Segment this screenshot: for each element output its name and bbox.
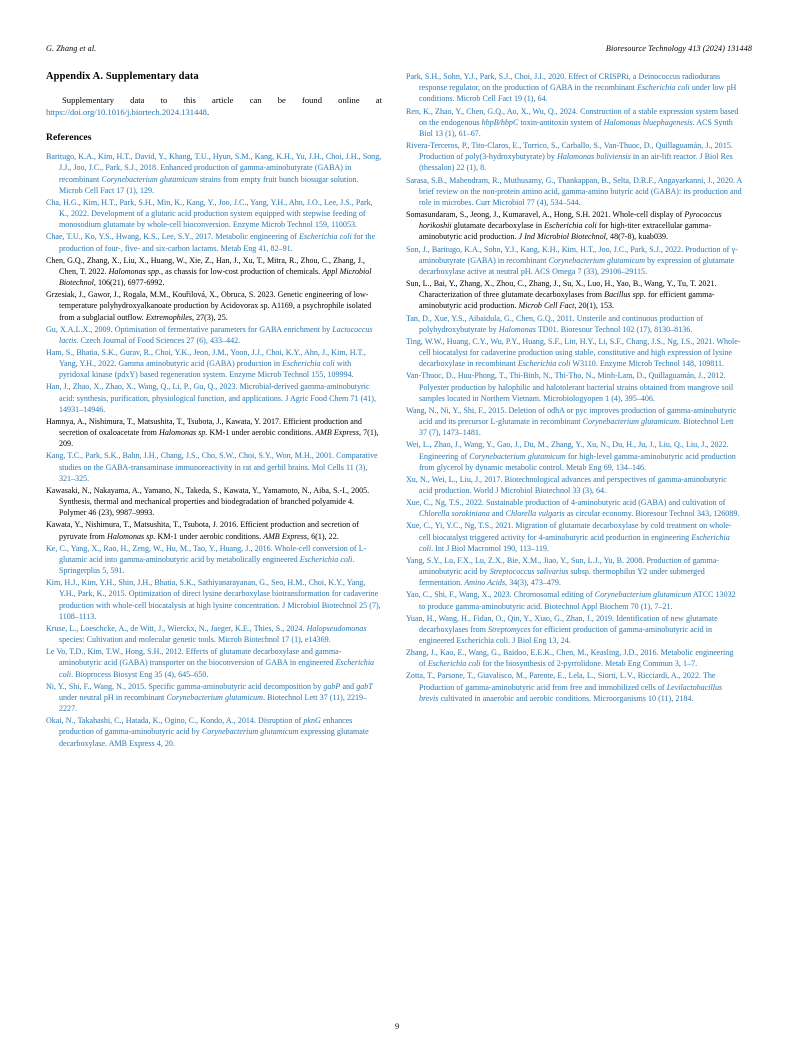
reference-entry: Grzesiak, J., Gawor, J., Rogala, M.M., Kouřilová, X., Obruca, S. 2023. Genetic engineering of low-temperature polyhydroxyalkanoate production by Acidovorax sp. A1169, a psychrophile isolated from a subglacial outflow. Extremophiles, 27(3), 25. (46, 290, 372, 322)
reference-entry[interactable]: Xu, N., Wei, L., Liu, J., 2017. Biotechnological advances and perspectives of gamma-aminobutyric acid production. World J Microbiol Biotechnol 33 (3), 64. (406, 474, 727, 495)
reference-entry[interactable]: Xue, C., Ng, T.S., 2022. Sustainable production of 4-aminobutyric acid (GABA) and cultivation of Chlorella sorokiniana and Chlorella vulgaris as circular economy. Bioresour Technol 343, 126089. (406, 498, 740, 519)
running-head-journal: Bioresource Technology 413 (2024) 131448 (605, 44, 752, 53)
reference-entry[interactable]: Ren, K., Zhao, Y., Chen, G.Q., Ao, X., Wu, Q., 2024. Construction of a stable expression system based on the endogenous hbpB/hbpC toxin-antitoxin system of Halomonas bluephagenesis. ACS Synth Biol 13 (1), 61–67. (406, 106, 739, 138)
reference-list-right (406, 71, 742, 704)
reference-entry: Somasundaram, S., Jeong, J., Kumaravel, A., Hong, S.H. 2021. Whole-cell display of Pyrococcus horikoshii glutamate decarboxylase in Escherichia coli for high-titer extracellular gamma-aminobutyric acid production. J Ind Microbiol Biotechnol, 48(7-8), kuab039. (406, 210, 722, 242)
reference-entry[interactable]: Kim, H.J., Kim, Y.H., Shin, J.H., Bhatia, S.K., Sathiyanarayanan, G., Seo, H.M., Choi, K.Y., Yang, Y.H., Park, K., 2015. Optimization of direct lysine decarboxylase biotransformation for cadaverine production with whole-cell biocatalysis at high lysine concentration. J Microbiol Biotechnol 25 (7), 1108–1113. (46, 578, 381, 621)
page-number: 9 (394, 1022, 400, 1031)
reference-entry[interactable]: Kruse, L., Loeschcke, A., de Witt, J., Wierckx, N., Jaeger, K.E., Thies, S., 2024. Halopseudomonas species: Cultivation and molecular genetic tools. Microb Biotechnol 17 (1), e14369. (46, 623, 367, 645)
reference-entry[interactable]: Zhang, J., Kao, E., Wang, G., Baidoo, E.E.K., Chen, M., Keasling, J.D., 2016. Metabolic engineering of Escherichia coli for the biosynthesis of 2-pyrrolidone. Metab Eng Commun 3, 1–7. (406, 648, 734, 669)
reference-entry[interactable]: Yuan, H., Wang, H., Fidan, O., Qin, Y., Xiao, G., Zhan, J., 2019. Identification of new glutamate decarboxylases from Streptomyces for efficient production of gamma-aminobutyric acid in engineered Escherichia coli. J Biol Eng 13, 24. (406, 613, 718, 646)
reference-entry[interactable]: Wang, N., Ni, Y., Shi, F., 2015. Deletion of odhA or pyc improves production of gamma-aminobutyric acid and its precursor L-glutamate in recombinant Corynebacterium glutamicum. Biotechnol Lett 37 (7), 1473–1481. (406, 405, 737, 438)
reference-entry[interactable]: Gu, X.A.L.X., 2009. Optimisation of fermentative parameters for GABA enrichment by Lactococcus lactis. Czech Journal of Food Sciences 27 (6), 433–442. (46, 324, 373, 345)
running-head-authors: G. Zhang et al. (46, 44, 97, 53)
right-column (406, 71, 742, 705)
reference-entry[interactable]: Ke, C., Yang, X., Rao, H., Zeng, W., Hu, M., Tao, Y., Huang, J., 2016. Whole-cell conversion of L-glutamic acid into gamma-aminobutyric acid by metabolically engineered Escherichia coli. Springerplus 5, 591. (46, 543, 367, 576)
reference-entry[interactable]: Wei, L., Zhao, J., Wang, Y., Gao, J., Du, M., Zhang, Y., Xu, N., Du, H., Ju, J., Liu, Q., Liu, J., 2022. Engineering of Corynebacterium glutamicum for high-level gamma-aminobutyric acid production from glycerol by dynamic metabolic control. Metab Eng 69, 134–146. (406, 440, 736, 472)
appendix-heading: Appendix A. Supplementary data (46, 71, 199, 82)
reference-entry[interactable]: Xue, C., Yi, Y.C., Ng, T.S., 2021. Migration of glutamate decarboxylase by cold treatment on whole-cell biocatalyst triggered activity for 4-aminobutyric acid production in engineering Escherichia coli. Int J Biol Macromol 190, 113–119. (406, 521, 732, 553)
reference-entry: Sun, L., Bai, Y., Zhang, X., Zhou, C., Zhang, J., Su, X., Luo, H., Yao, B., Wang, Y., Tu, T. 2021. Characterization of three glutamate decarboxylases from Bacillus spp. for efficient gamma-aminobutyric acid production. Microb Cell Fact, 20(1), 153. (406, 279, 717, 311)
supplementary-doi-link[interactable]: https://doi.org/10.1016/j.biortech.2024.131448 (46, 106, 207, 117)
references-heading: References (46, 132, 92, 144)
running-head (46, 44, 752, 55)
reference-entry[interactable]: Baritugo, K.A., Kim, H.T., David, Y., Khang, T.U., Hyun, S.M., Kang, K.H., Yu, J.H., Choi, J.H., Song, J.J., Joo, J.C., Park, S.J., 2018. Enhanced production of gamma-aminobutyrate (GABA) in recombinant Corynebacterium glutamicum strains from empty fruit bunch biosugar solution. Microb Cell Fact 17 (1), 129. (46, 152, 382, 195)
reference-entry[interactable]: Ham, S., Bhatia, S.K., Gurav, R., Choi, Y.K., Jeon, J.M., Yoon, J.J., Choi, K.Y., Ahn, J., Kim, H.T., Yang, Y.H., 2022. Gamma aminobutyric acid (GABA) production in Escherichia coli with pyridoxal kinase (pdxY) based regeneration system. Enzyme Microb Technol 155, 109994. (46, 347, 366, 380)
reference-entry[interactable]: Kang, T.C., Park, S.K., Bahn, J.H., Chang, J.S., Cho, S.W., Choi, S.Y., Won, M.H., 2001. Comparative studies on the GABA-transaminase immunoreactivity in rat and gerbil brains. Mol Cells 11 (3), 321–325. (46, 451, 378, 483)
reference-entry[interactable]: Son, J., Baritugo, K.A., Sohn, Y.J., Kang, K.H., Kim, H.T., Joo, J.C., Park, S.J., 2022. Production of γ-aminobutyrate (GABA) in recombinant Corynebacterium glutamicum by expression of glutamate decarboxylase active at neutral pH. ACS Omega 7 (33), 29106–29115. (406, 244, 738, 276)
reference-entry: Chen, G.Q., Zhang, X., Liu, X., Huang, W., Xie, Z., Han, J., Xu, T., Mitra, R., Zhou, C., Zhang, J., Chen, T. 2022. Halomonas spp., as chassis for low-cost production of chemicals. Appl Microbiol Biotechnol, 106(21), 6977-6992. (46, 255, 372, 288)
reference-entry[interactable]: Okai, N., Takahashi, C., Hatada, K., Ogino, C., Kondo, A., 2014. Disruption of pknG enhances production of gamma-aminobutyric acid by Corynebacterium glutamicum expressing glutamate decarboxylase. AMB Express 4, 20. (46, 716, 369, 748)
appendix-paragraph-suffix: . (206, 106, 210, 117)
appendix-paragraph-prefix: Supplementary data to this article can be found online at (62, 95, 382, 105)
reference-entry[interactable]: Van-Thuoc, D., Huu-Phong, T., Thi-Binh, N., Thi-Tho, N., Minh-Lam, D., Quillaguamán, J., 2012. Polyester production by halophilic and halotolerant bacterial strains obtained from mangrove soil samples located in Northern Vietnam. Microbiologyopen 1 (4), 395–406. (406, 371, 734, 403)
reference-entry[interactable]: Rivera-Terceros, P., Tito-Claros, E., Torrico, S., Carballo, S., Van-Thuoc, D., Quillaguamán, J., 2015. Production of poly(3-hydroxybutyrate) by Halomonas boliviensis in an air-lift reactor. J Biol Res (thessalon) 22 (1), 8. (406, 141, 733, 173)
reference-entry[interactable]: Zotta, T., Parsone, T., Giavalisco, M., Parente, E., Lela, L., Siorti, L.V., Ricciardi, A., 2022. The Production of gamma-aminobutyric acid from free and immobilized cells of Levilactobacillus brevis cultivated in anaerobic and aerobic conditions. Microorganisms 10 (11), 2184. (406, 671, 723, 703)
reference-entry[interactable]: Cha, H.G., Kim, H.T., Park, S.H., Min, K., Kang, Y., Joo, J.C., Yang, Y.H., Ahn, J.O., Lee, J.S., Park, K., 2022. Development of a glutaric acid production system equipped with stepwise feeding of monosodium glutamate by whole-cell bioconversion. Enzyme Microb Technol 159, 110053. (46, 197, 373, 230)
reference-entry: Kawasaki, N., Nakayama, A., Yamano, N., Takeda, S., Kawata, Y., Yamamoto, N., Aiba, S.-I., 2005. Synthesis, thermal and mechanical properties and biodegradation of branched polyamide 4. Polymer 46 (23), 9987–9993. (46, 485, 370, 518)
reference-entry[interactable]: Sarasa, S.B., Mahendram, R., Muthusamy, G., Thankappan, B., Selta, D.R.F., Angayarkanni, J., 2020. A brief review on the non-protein amino acid, gamma-amino butyric acid (GABA): its production and role in microbes. Curr Microbiol 77 (4), 534–544. (406, 175, 742, 207)
reference-entry[interactable]: Yao, C., Shi, F., Wang, X., 2023. Chromosomal editing of Corynebacterium glutamicum ATCC 13032 to produce gamma-aminobutyric acid. Biotechnol Appl Biochem 70 (1), 7–21. (406, 590, 736, 611)
two-column-body (46, 71, 752, 750)
reference-entry[interactable]: Park, S.H., Sohn, Y.J., Park, S.J., Choi, J.I., 2020. Effect of CRISPRi, a Deinococcus radiodurans response regulator, on the production of GABA in the recombinant Escherichia coli under low pH conditions. Microb Cell Fact 19 (1), 64. (406, 72, 737, 104)
reference-entry[interactable]: Ni, Y., Shi, F., Wang, N., 2015. Specific gamma-aminobutyric acid decomposition by gabP and gabT under neutral pH in recombinant Corynebacterium glutamicum. Biotechnol Lett 37 (11), 2219–2227. (46, 681, 373, 714)
reference-list-left (46, 151, 382, 749)
reference-entry[interactable]: Le Vo, T.D., Kim, T.W., Hong, S.H., 2012. Effects of glutamate decarboxylase and gamma-aminobutyric acid (GABA) transporter on the bioconversion of GABA in engineered Escherichia coli. Bioprocess Biosyst Eng 35 (4), 645–650. (46, 647, 375, 679)
reference-entry[interactable]: Yang, S.Y., Lu, F.X., Lu, Z.X., Bie, X.M., Jiao, Y., Sun, L.J., Yu, B. 2008. Production of gamma-aminobutyric acid by Streptococcus salivarius subsp. thermophilus Y2 under submerged fermentation. Amino Acids, 34(3), 473–479. (406, 555, 719, 588)
reference-entry[interactable]: Tan, D., Xue, Y.S., Aibaidula, G., Chen, G.Q., 2011. Unsterile and continuous production of polyhydroxybutyrate by Halomonas TD01. Bioresour Technol 102 (17), 8130–8136. (406, 313, 704, 334)
reference-entry[interactable]: Chae, T.U., Ko, Y.S., Hwang, K.S., Lee, S.Y., 2017. Metabolic engineering of Escherichia coli for the production of four-, five- and six-carbon lactams. Metab Eng 41, 82–91. (46, 232, 376, 253)
reference-entry[interactable]: Han, J., Zhao, X., Zhao, X., Wang, Q., Li, P., Gu, Q., 2023. Microbial-derived gamma-aminobutyric acid: synthesis, purification, physiological function, and applications. J Agric Food Chem 71 (41), 14931–14946. (46, 382, 376, 414)
reference-entry[interactable]: Ting, W.W., Huang, C.Y., Wu, P.Y., Huang, S.F., Lin, H.Y., Li, S.F., Chang, J.S., Ng, I.S., 2021. Whole-cell biocatalyst for cadaverine production using stable, constitutive and high expression of lysine decarboxylase in recombinant Escherichia coli W3110. Enzyme Microb Technol 148, 109811. (406, 336, 741, 369)
left-column (46, 71, 382, 750)
reference-entry: Hamnya, A., Nishimura, T., Matsushita, T., Tsubota, J., Kawata, Y. 2017. Efficient production and secretion of oxaloacetate from Halomonas sp. KM-1 under aerobic conditions. AMB Express, 7(1), 209. (46, 416, 379, 449)
appendix-paragraph (46, 95, 382, 118)
reference-entry: Kawata, Y., Nishimura, T., Matsushita, T., Tsubota, J. 2016. Efficient production and secretion of pyruvate from Halomonas sp. KM-1 under aerobic conditions. AMB Express, 6(1), 22. (46, 520, 359, 541)
